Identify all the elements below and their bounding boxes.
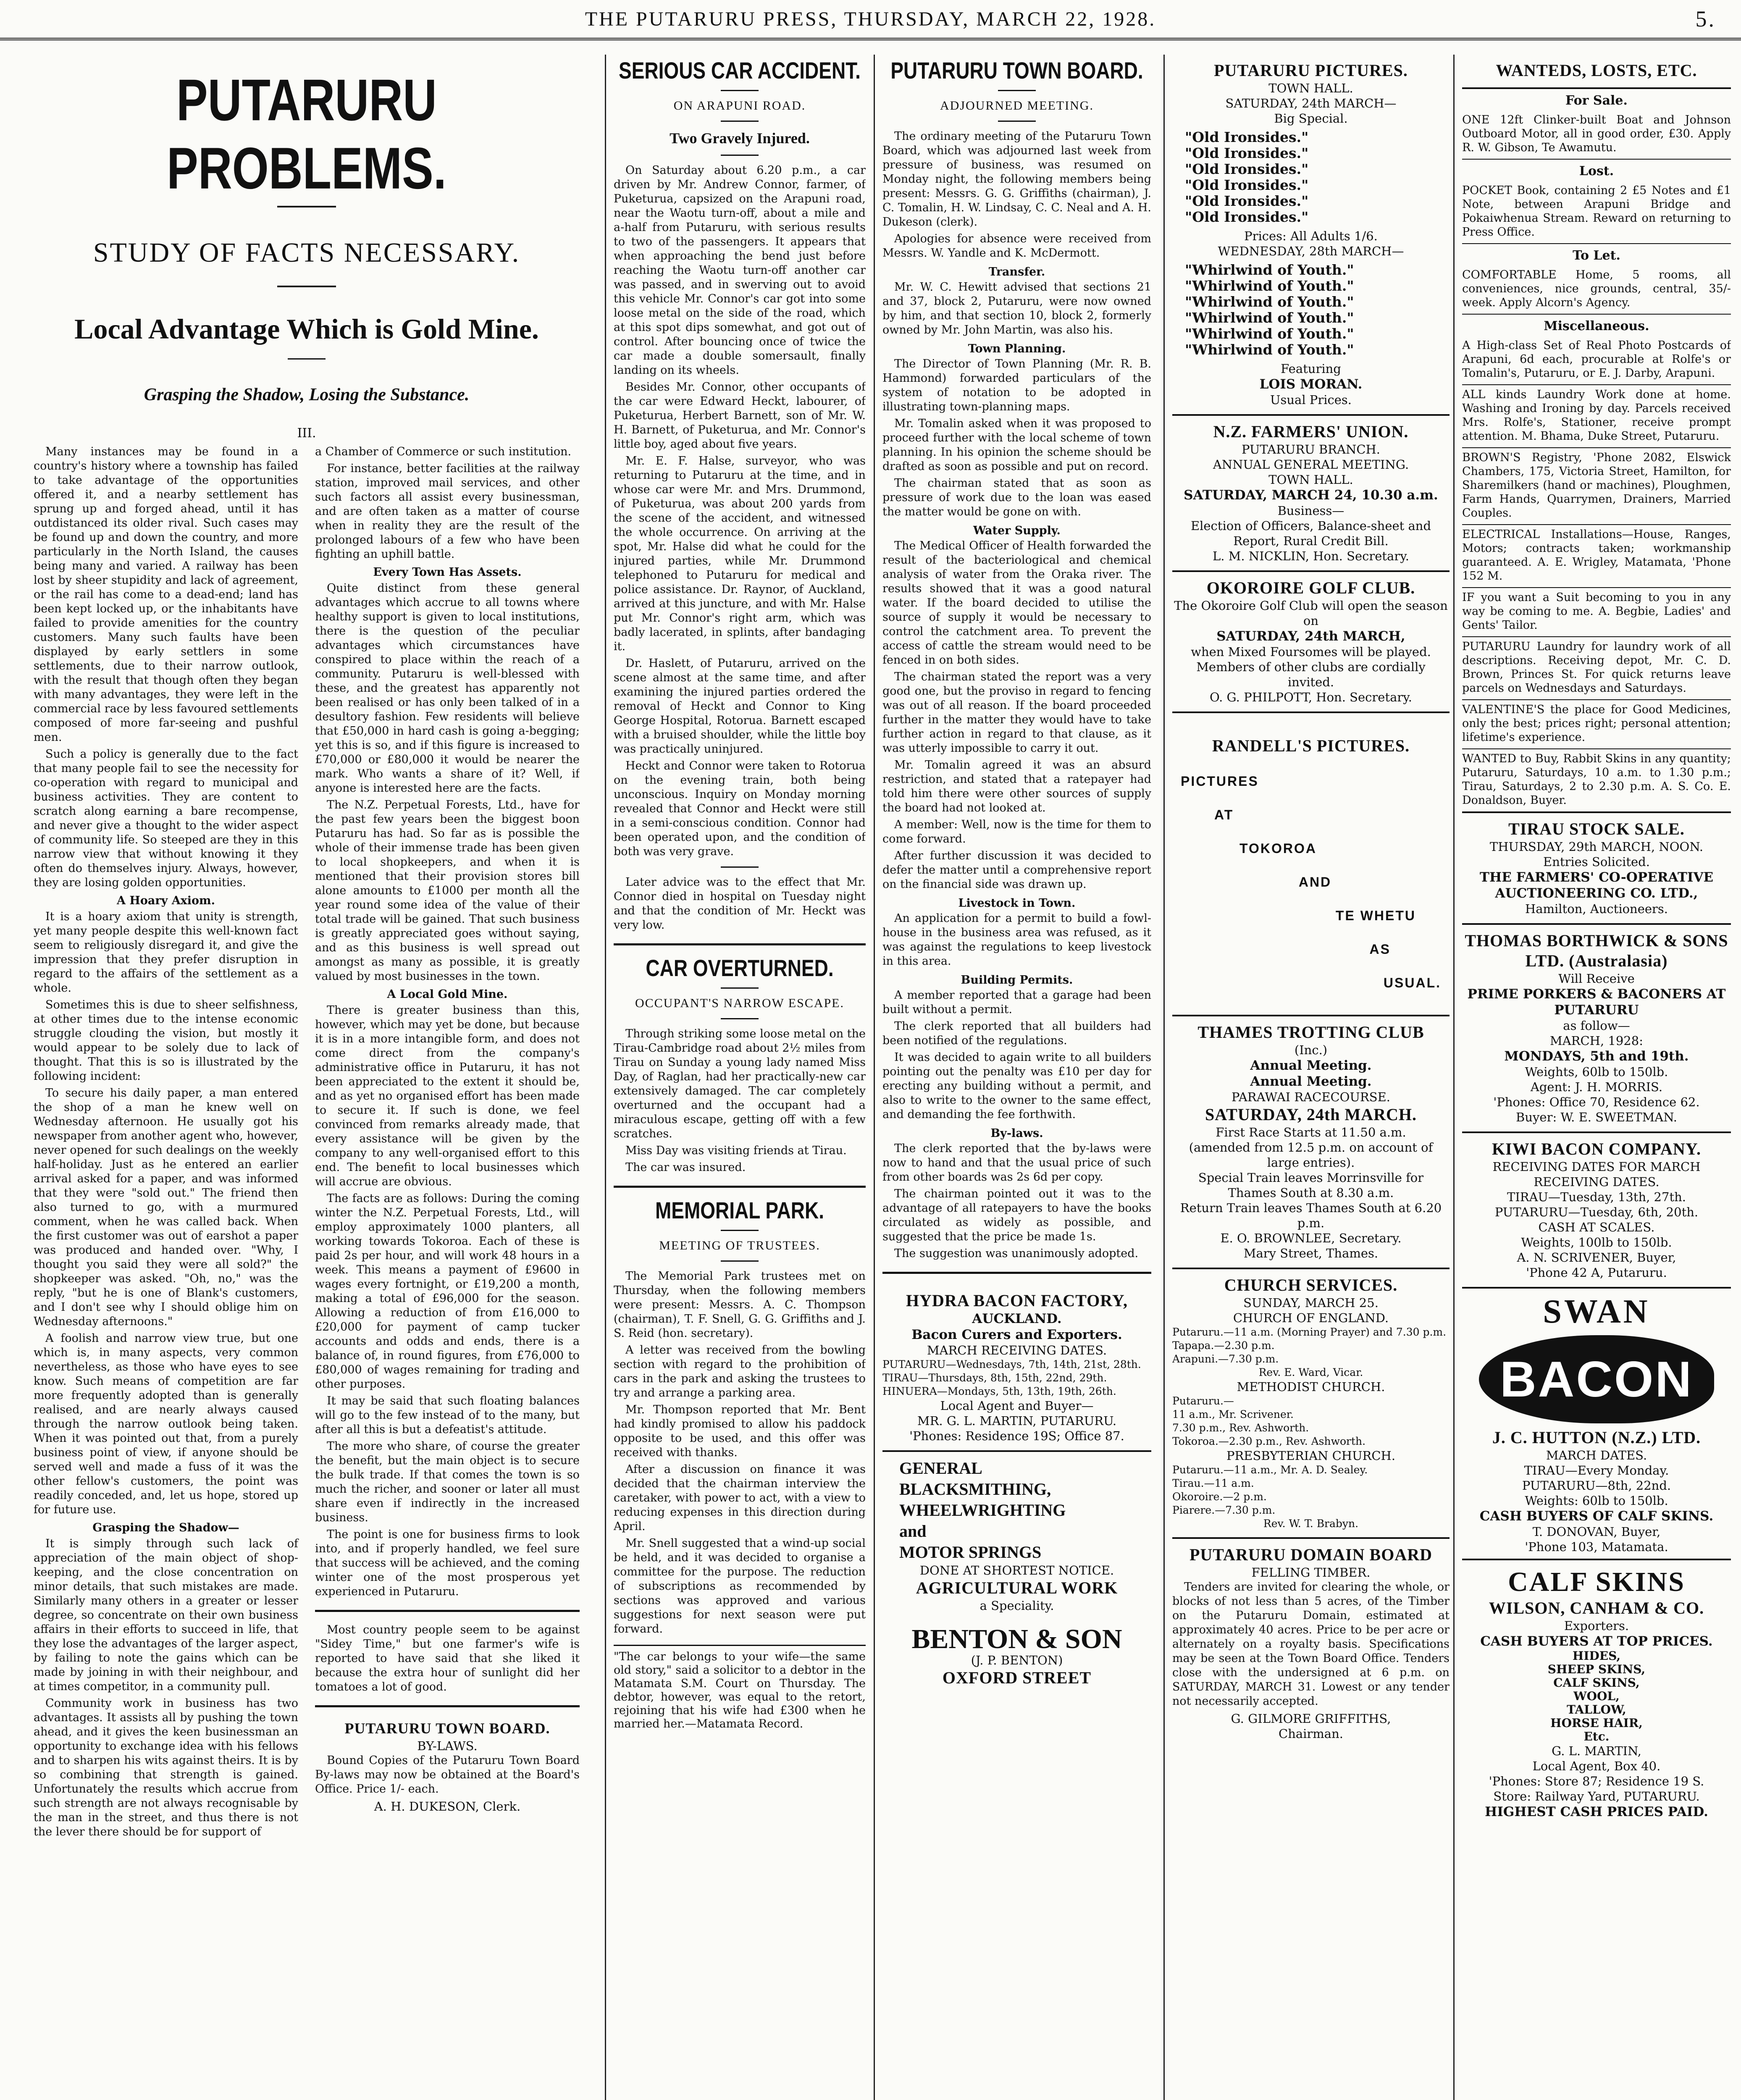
paragraph: Such a policy is generally due to the fact that many people fail to see the necessity for co-operation with regard to municipal and business activities. They are content to scratch along earning a bare recompense, and never give a thought to the wider aspect of community life. So steeped are they in this narrow view that without knowing it they often do themselves injury. Always, however, they are losing golden opportunities. (34, 748, 298, 889)
borthwick-title: THOMAS BORTHWICK & SONS LTD. (Australasia) (1465, 931, 1728, 970)
benton-ad (882, 1452, 1151, 1695)
pictures-special: Big Special. (1274, 111, 1348, 126)
classified-item: A High-class Set of Real Photo Postcards of Arapuni, 6d each, procurable at Rolfe's or Tomalin's, Putaruru, or E. J. Darby, Arapuni. (1462, 336, 1731, 385)
golf-line: The Okoroire Golf Club will open the season on (1174, 598, 1448, 628)
swan-line: CASH BUYERS OF CALF SKINS. (1479, 1509, 1714, 1524)
lead-deck: Local Advantage Which is Gold Mine. (74, 313, 539, 345)
classified-item: IF you want a Suit becoming to you in any way be coming to me. A. Begbie, Ladies' and Gents' Tailor. (1462, 588, 1731, 637)
hydra-ad (882, 1285, 1151, 1452)
church-line: Okoroire.—2 p.m. (1172, 1491, 1267, 1503)
film-title: "Old Ironsides." (1185, 145, 1309, 161)
section-subhead: Transfer. (988, 265, 1045, 278)
paragraph: Heckt and Connor were taken to Rotorua on the evening train, both being unconscious. Inquiry on Monday morning revealed that Connor and Heckt were still in a semi-conscious condition. Connor had been operated upon, and the condition of both was very grave. (614, 759, 866, 858)
bacon-logo-text: BACON (1500, 1351, 1693, 1407)
bylaws-body: Bound Copies of the Putaruru Town Board By-laws may now be obtained at the Board's Office. Price 1/- each. (315, 1754, 580, 1796)
trotting-amend: (amended from 12.5 p.m. on account of large entries). (1189, 1140, 1433, 1170)
film-list (1185, 129, 1450, 225)
paragraph: The more who share, of course the greater the benefit, but the main object is to secure the bulk trade. If that comes the town is so much the richer, and sooner or later all must share even if indirectly in the increased business. (315, 1440, 580, 1524)
benton-line: MOTOR SPRINGS (899, 1543, 1042, 1562)
church-line: Rev. W. T. Brabyn. (1263, 1517, 1359, 1530)
farmers-when: SATURDAY, MARCH 24, 10.30 a.m. (1184, 488, 1438, 503)
borthwick-line: Buyer: W. E. SWEETMAN. (1516, 1110, 1677, 1124)
classified-section: Lost. (1579, 164, 1614, 178)
trotting-train: Return Train leaves Thames South at 6.20 p.m. (1180, 1201, 1442, 1230)
column-notices (1163, 55, 1450, 2100)
paragraph: Quite distinct from these general advantages which accrue to all towns where healthy support is given to local institutions, there is the question of the peculiar advantages which circumstances have conspired to place within the reach of a community. Putaruru is well-blessed with these, and the greatest has apparently not been realised or has only been talked of in a desultory fashion. Few residents will believe that £50,000 in hard cash is going a-begging; yet this is so, and if this figure is increased to £70,000 or £80,000 it would be nearer the mark. Who wants a share of it? Well, if anyone is interested here are the facts. (315, 582, 580, 795)
borthwick-ad (1462, 925, 1731, 1133)
randell-word: TOKOROA (1239, 841, 1317, 856)
swan-line: 'Phone 103, Matamata. (1525, 1540, 1668, 1554)
kiwi-line: TIRAU—Tuesday, 13th, 27th. (1507, 1190, 1686, 1204)
film-title: "Whirlwind of Youth." (1185, 278, 1354, 294)
stock-role: Hamilton, Auctioneers. (1525, 902, 1668, 916)
lead-column-right (315, 445, 580, 1842)
borthwick-line: PRIME PORKERS & BACONERS AT PUTARURU (1467, 987, 1726, 1018)
paragraph: Mr. E. F. Halse, surveyor, who was returning to Putaruru at the time, and in whose car were Mr. and Mrs. Drummond, of Puketurua, was about 200 yards from the scene of the accident, and witnessed the whole occurrence. On arriving at the spot, Mr. Halse did what he could for the injured parties, while Mr. Drummond telephoned to Putaruru for medical and police assistance. Dr. Raynor, of Auckland, arrived at this juncture, and with Mr. Halse put Mr. Connor's right arm, which was badly lacerated, in splints, after bandaging it. (614, 454, 866, 653)
domain-body: Tenders are invited for clearing the whole, or blocks of not less than 5 acres, of the Timber on the Putaruru Domain, estimated at approximately 40 acres. Price to be per acre or alternately on a royalty basis. Specifications may be seen at the Town Board Office. Tenders close with the undersigned at 6 p.m. on SATURDAY, MARCH 31. Lowest or any tender not necessarily accepted. (1172, 1580, 1450, 1708)
borthwick-line: 'Phones: Office 70, Residence 62. (1493, 1095, 1700, 1109)
paragraph: It is simply through such lack of appreciation of the main object of shop-keeping, and the close concentration on minor details, that such mistakes are made. Similarly many others in a greater or lesser degree, so concentrate on their own business affairs in their efforts to succeed in life, that they lose the advantages of the larger aspect, by failing to note the gains which can be made by joining in with their neighbour, and at times competitor, in a community pull. (34, 1537, 298, 1693)
paragraph: It was decided to again write to all builders pointing out the penalty was £10 per day for erecting any building without a permit, and also to write to the owner to the same effect, and demanding the fee forthwith. (882, 1051, 1151, 1121)
benton-street: OXFORD STREET (942, 1668, 1092, 1687)
classified-section: To Let. (1573, 248, 1620, 263)
golf-sign: O. G. PHILPOTT, Hon. Secretary. (1210, 690, 1412, 704)
paragraph: The ordinary meeting of the Putaruru Town Board, which was adjourned last week from pressure of business, was resumed on Monday night, the following members being present: Messrs. G. G. Griffiths (chairman), J. C. Tomalin, H. W. Lindsay, C. C. Neal and A. H. Dukeson (clerk). (882, 130, 1151, 228)
benton-line: GENERAL (899, 1459, 982, 1478)
section-subhead: Water Supply. (973, 524, 1061, 537)
church-line: Putaruru.— (1172, 1395, 1234, 1407)
classifieds-title: WANTEDS, LOSTS, ETC. (1496, 61, 1697, 80)
domain-title: PUTARURU DOMAIN BOARD (1189, 1545, 1432, 1564)
church-line: 7.30 p.m., Rev. Ashworth. (1172, 1422, 1309, 1434)
paragraph: It may be said that such floating balances will go to the few instead of to the many, but after all this is but a defeatist's attitude. (315, 1394, 580, 1436)
church-line: Rev. E. Ward, Vicar. (1258, 1366, 1363, 1378)
film-title: "Old Ironsides." (1185, 129, 1309, 145)
trotting-title: THAMES TROTTING CLUB (1197, 1023, 1424, 1042)
paragraph: The facts are as follows: During the coming winter the N.Z. Perpetual Forests, Ltd., will employ approximately 1000 planters, all working towards Tokoroa. Each of these is paid 2s per hour, and will work 48 hours in a week. This means a payment of £9600 in wages every fortnight, or £19,200 a month, making a total of £96,000 for the season. Allowing a reduction of from £16,000 to £20,000 for payment of camp tucker accounts and odds and ends, there is a balance of, in round figures, from £76,000 to £80,000 of wages remaining for trading and other purposes. (315, 1192, 580, 1391)
overturned-headline: CAR OVERTURNED. (646, 955, 834, 982)
film-title: "Whirlwind of Youth." (1185, 341, 1354, 358)
paragraph: Mr. Tomalin asked when it was proposed to proceed further with the local scheme of town planning. In his opinion the scheme should be drafted as soon as possible and put on record. (882, 417, 1151, 473)
trotting-sign: E. O. BROWNLEE, Secretary. (1220, 1231, 1402, 1245)
paragraph: Many instances may be found in a country's history where a township has failed to take advantage of the opportunities offered it, and a nearby settlement has sprung up and forged ahead, until it has outdistanced its older rival. Such cases may be found up and down the country, and more particularly in the North Island, the causes being many and varied. A railway has been lost by sheer stupidity and lack of agreement, or the rail has come to a dead-end; land has been kept locked up, or the inhabitants have failed to provide amenities for the country customers. Many such faults have been displayed by early settlers in some settlements, due to their narrow outlook, with the result that though often they began with many advantages, they were left in the commercial race by less favoured settlements composed of more far-seeing and pushful men. (34, 445, 298, 744)
section-subhead: Every Town Has Assets. (373, 566, 522, 579)
divider (288, 358, 326, 360)
benton-speciality: a Speciality. (979, 1599, 1054, 1613)
masthead (0, 0, 1741, 40)
section-subhead: By-laws. (990, 1127, 1043, 1140)
benton-services (882, 1458, 1151, 1563)
church-denomination: CHURCH OF ENGLAND. (1233, 1311, 1389, 1325)
paragraph: A member: Well, now is the time for them to come forward. (882, 818, 1151, 845)
randell-word: TE WHETU (1335, 908, 1416, 923)
benton-owner: (J. P. BENTON) (971, 1653, 1063, 1667)
film-title: "Whirlwind of Youth." (1185, 326, 1354, 342)
golf-ad (1172, 572, 1450, 713)
domain-role: Chairman. (1279, 1727, 1343, 1741)
classified-item: ELECTRICAL Installations—House, Ranges, Motors; contracts taken; workmanship guaranteed. A. E. Wrigley, Matamata, 'Phone 152 M. (1462, 525, 1731, 588)
classified-section: Miscellaneous. (1544, 319, 1649, 333)
farmers-items: Election of Officers, Balance-sheet and Report, Rural Credit Bill. (1190, 519, 1431, 548)
swan-line: Weights: 60lb to 150lb. (1525, 1494, 1668, 1508)
accident-headline: SERIOUS CAR ACCIDENT. (619, 57, 861, 84)
divider (277, 206, 336, 207)
park-sub: MEETING OF TRUSTEES. (659, 1239, 820, 1252)
hydra-title: HYDRA BACON FACTORY, (906, 1291, 1128, 1310)
randell-word: AS (1369, 942, 1391, 957)
pictures-featuring: Featuring (1281, 362, 1341, 376)
church-line: Tokoroa.—2.30 p.m., Rev. Ashworth. (1172, 1435, 1366, 1447)
paragraph: There is greater business than this, however, which may yet be done, but because it is in a more intangible form, and does not come direct from the company's administrative office in Putaruru, it has not been appreciated to the extent it should be, and as yet no organised effort has been made to secure it. If such is done, we feel convinced from remarks already made, that every assistance will be given by the company to any well-organised effort to this end. The benefit to local businesses which will accrue are obvious. (315, 1004, 580, 1188)
kiwi-line: Weights, 100lb to 150lb. (1521, 1235, 1672, 1250)
divider (721, 866, 759, 868)
divider (315, 1610, 580, 1612)
hydra-dates-head: MARCH RECEIVING DATES. (927, 1343, 1107, 1357)
trotting-addr: Mary Street, Thames. (1243, 1246, 1379, 1260)
church-denomination: PRESBYTERIAN CHURCH. (1226, 1449, 1396, 1463)
divider (721, 1260, 759, 1262)
classified-section: For Sale. (1565, 93, 1628, 108)
trotting-meeting: Annual Meeting. (1250, 1074, 1372, 1089)
stock-company: THE FARMERS' CO-OPERATIVE AUCTIONEERING CO. LTD., (1479, 870, 1714, 901)
borthwick-line: as follow— (1563, 1018, 1630, 1033)
pictures-prices: Prices: All Adults 1/6. (1244, 229, 1378, 243)
golf-line: Members of other clubs are cordially invited. (1196, 660, 1426, 689)
church-denomination: METHODIST CHURCH. (1237, 1380, 1385, 1394)
paragraph: The N.Z. Perpetual Forests, Ltd., have for the past few years been the biggest boon Putaruru has had. So far as is possible the whole of their immense trade has been given to local shopkeepers, and when it is mentioned that their provision stores bill alone amounts to £1000 per month all the year round some idea of the value of their total trade will be gained. That such business is greatly appreciated goes without saying, and as this business is well spread out amongst as many as possible, it is greatly valued by most businesses in the town. (315, 798, 580, 983)
filler-paragraph: Most country people seem to be against "Sidey Time," but one farmer's wife is reported to have said that she liked it because the extra hour of sunlight did her tomatoes a lot of good. (315, 1623, 580, 1693)
divider (882, 1272, 1151, 1274)
calf-line: Local Agent, Box 40. (1532, 1759, 1661, 1773)
paragraph: The suggestion was unanimously adopted. (894, 1247, 1139, 1260)
calf-item: HORSE HAIR, (1550, 1716, 1643, 1730)
church-ad (1172, 1269, 1450, 1539)
kiwi-line: A. N. SCRIVENER, Buyer, (1517, 1250, 1676, 1265)
calf-line: Store: Railway Yard, PUTARURU. (1493, 1789, 1700, 1803)
bylaws-title: PUTARURU TOWN BOARD. (344, 1720, 550, 1737)
church-line: Tirau.—11 a.m. (1172, 1477, 1254, 1489)
hydra-phones: 'Phones: Residence 19S; Office 87. (909, 1429, 1124, 1443)
paragraph: It is a hoary axiom that unity is strength, yet many people despite this well-known fact seem to religiously disregard it, and give the impression that they prefer disruption in regard to the affairs of the settlement as a whole. (34, 910, 298, 995)
park-headline: MEMORIAL PARK. (655, 1197, 825, 1224)
trotting-date: SATURDAY, 24th MARCH. (1205, 1105, 1417, 1124)
borthwick-line: MARCH, 1928: (1550, 1034, 1643, 1048)
domain-sign: G. GILMORE GRIFFITHS, (1231, 1712, 1391, 1726)
pictures-date: WEDNESDAY, 28th MARCH— (1218, 244, 1404, 258)
kiwi-line: CASH AT SCALES. (1538, 1220, 1655, 1234)
section-subhead: A Hoary Axiom. (117, 894, 215, 907)
paragraph: To secure his daily paper, a man entered the shop of a man he knew well on Wednesday afternoon. He usually got his newspaper from another agent who, however, never opened for such dealings on the weekly half-holiday. Just as he entered an earlier arrival asked for a paper, and was informed that they were "sold out." The friend then also turned to go, with a murmured comment, when he was called back. When the first customer was out of earshot a paper was produced and handed over. "Why, I thought you said they were all sold?" the shopkeeper was asked. "Oh, no," was the reply, "but he is one of Blank's customers, and I don't see why I should oblige him on Wednesday afternoons." (34, 1087, 298, 1328)
accident-deck: Two Gravely Injured. (670, 130, 810, 147)
borthwick-line: Will Receive (1558, 971, 1635, 986)
column-town-board (874, 55, 1151, 2100)
divider (721, 987, 759, 989)
church-date: SUNDAY, MARCH 25. (1243, 1296, 1379, 1310)
pictures-venue: TOWN HALL. (1268, 81, 1353, 95)
hydra-sub: Bacon Curers and Exporters. (911, 1327, 1122, 1342)
randell-word: PICTURES (1181, 774, 1259, 789)
stock-date: THURSDAY, 29th MARCH, NOON. (1489, 840, 1704, 854)
swan-line: PUTARURU—8th, 22nd. (1522, 1478, 1671, 1493)
lead-tagline: Grasping the Shadow, Losing the Substance. (144, 385, 470, 404)
golf-title: OKOROIRE GOLF CLUB. (1206, 578, 1415, 597)
calf-item: TALLOW, (1567, 1703, 1626, 1717)
swan-logo-text: SWAN (1543, 1293, 1650, 1330)
masthead-title: THE PUTARURU PRESS, THURSDAY, MARCH 22, 1928. (585, 8, 1156, 30)
calf-item: Etc. (1583, 1730, 1610, 1743)
paragraph: Sometimes this is due to sheer selfishness, at other times due to the intense economic struggle clouding the vision, but mostly it would appear to be solely due to lack of thought. That this is so is illustrated by the following incident: (34, 998, 298, 1083)
randell-word: AT (1214, 807, 1234, 822)
debtor-quote: "The car belongs to your wife—the same old story," said a solicitor to a debtor in the Matamata S.M. Court on Thursday. The debtor, however, was equal to the retort, rejoining that his wife had £300 when he married her.—Matamata Record. (614, 1645, 866, 1731)
borthwick-line: Weights, 60lb to 150lb. (1525, 1065, 1668, 1079)
paragraph: An application for a permit to build a fowl-house in the business area was refused, as it was against the regulations to keep livestock in this area. (882, 912, 1151, 968)
hydra-agent: Local Agent and Buyer— (940, 1399, 1094, 1413)
swan-line: TIRAU—Every Monday. (1524, 1463, 1669, 1478)
benton-agricultural: AGRICULTURAL WORK (916, 1578, 1118, 1597)
classified-item: VALENTINE'S the place for Good Medicines, only the best; prices right; personal attention; lifetime's experience. (1462, 700, 1731, 749)
calf-line: Exporters. (1564, 1619, 1629, 1633)
benton-notice: DONE AT SHORTEST NOTICE. (919, 1563, 1114, 1578)
hydra-place: AUCKLAND. (972, 1311, 1062, 1326)
lead-subhead: STUDY OF FACTS NECESSARY. (93, 237, 520, 268)
calf-item: CALF SKINS, (1553, 1676, 1640, 1690)
bylaws-sign: A. H. DUKESON, Clerk. (374, 1799, 521, 1814)
column-classifieds (1453, 55, 1731, 2100)
swan-company: J. C. HUTTON (N.Z.) LTD. (1492, 1428, 1701, 1447)
page-number: 5. (1695, 6, 1716, 32)
stock-title: TIRAU STOCK SALE. (1508, 819, 1685, 838)
benton-name: BENTON & SON (911, 1624, 1122, 1654)
calf-line: G. L. MARTIN, (1552, 1744, 1641, 1758)
borthwick-line: MONDAYS, 5th and 19th. (1504, 1049, 1689, 1064)
paragraph: A member reported that a garage had been built without a permit. (882, 989, 1151, 1016)
paragraph: a Chamber of Commerce or such institution. (315, 445, 572, 458)
paragraph: For instance, better facilities at the railway station, improved mail services, and other such factors all assist every businessman, and are often taken as a matter of course when in reality they are the result of the prolonged labours of a few who have been fighting an uphill battle. (315, 462, 580, 561)
classified-item: BROWN'S Registry, 'Phone 2082, Elswick Chambers, 175, Victoria Street, Hamilton, for Sharemilkers (hand or machines), Ploughmen, Farm Hands, Quarrymen, Drainers, Married Couples. (1462, 448, 1731, 525)
paragraph: Besides Mr. Connor, other occupants of the car were Edward Heckt, labourer, of Puketurua, Herbert Barnett, son of Mr. W. H. Barnett, of Puketurua, and Mr. Connor's little boy, aged about five years. (614, 381, 866, 451)
paragraph: Mr. Snell suggested that a wind-up social be held, and it was decided to organise a committee for the purpose. The reduction of subscriptions as recommended by sections was approved and various suggestions for next season were put forward. (614, 1537, 866, 1635)
kiwi-ad (1462, 1133, 1731, 1289)
swan-bacon-ad (1462, 1289, 1731, 1560)
kiwi-line: RECEIVING DATES FOR MARCH RECEIVING DATES. (1492, 1160, 1701, 1189)
farmers-ad (1172, 416, 1450, 572)
divider (721, 1230, 759, 1231)
pictures-star: LOIS MORAN. (1259, 377, 1363, 392)
hydra-agent-name: MR. G. L. MARTIN, PUTARURU. (917, 1414, 1117, 1428)
calf-item: HIDES, (1572, 1649, 1621, 1663)
trotting-course: PARAWAI RACECOURSE. (1231, 1090, 1390, 1104)
paragraph: A letter was received from the bowling section with regard to the prohibition of cars in the park and asking the trustees to try and arrange a parking area. (614, 1344, 866, 1399)
section-subhead: Livestock in Town. (958, 897, 1076, 910)
pictures-ad (1172, 55, 1450, 416)
calf-title: CALF SKINS (1508, 1567, 1685, 1597)
paragraph: Through striking some loose metal on the Tirau-Cambridge road about 2½ miles from Tirau on Sunday a young lady named Miss Day, of Raglan, had her practically-new car extensively damaged. The car completely overturned and the occupant had a miraculous escape, getting off with a few scratches. (614, 1027, 866, 1140)
trotting-meeting: Annual Meeting. (1250, 1058, 1372, 1073)
film-title: "Whirlwind of Youth." (1185, 294, 1354, 310)
farmers-venue: TOWN HALL. (1268, 472, 1353, 487)
film-title: "Old Ironsides." (1185, 193, 1309, 209)
church-line: Putaruru.—11 a.m. (Morning Prayer) and 7.30 p.m. (1172, 1326, 1447, 1338)
bylaws-notice (315, 1718, 580, 1814)
domain-ad (1172, 1539, 1450, 1748)
film-title: "Old Ironsides." (1185, 161, 1309, 177)
townboard-headline: PUTARURU TOWN BOARD. (890, 57, 1143, 84)
paragraph: Community work in business has two advantages. It assists all by pushing the town ahead, and it gives the keen businessman an opportunity to exchange idea with his fellows and to sharpen his wits against theirs. It is by so combining that strength is gained. Unfortunately the results which accrue from such strength are not always recognisable by the man in the street, and thus there is not the lever there should be for support of (34, 1697, 298, 1838)
film-title: "Whirlwind of Youth." (1185, 262, 1354, 278)
paragraph: After further discussion it was decided to defer the matter until a comprehensive report on the financial side was drawn up. (882, 849, 1151, 891)
pictures-title: PUTARURU PICTURES. (1214, 61, 1408, 80)
film-list (1185, 262, 1450, 358)
swan-line: T. DONOVAN, Buyer, (1532, 1525, 1661, 1539)
church-title: CHURCH SERVICES. (1224, 1276, 1398, 1294)
kiwi-line: 'Phone 42 A, Putaruru. (1526, 1265, 1667, 1280)
paragraph: Later advice was to the effect that Mr. Connor died in hospital on Tuesday night and that the condition of Mr. Heckt was very low. (614, 876, 866, 932)
overturned-sub: OCCUPANT'S NARROW ESCAPE. (635, 996, 844, 1010)
benton-line: BLACKSMITHING, (899, 1480, 1051, 1499)
paragraph: Miss Day was visiting friends at Tirau. (625, 1144, 847, 1157)
classified-item: ALL kinds Laundry Work done at home. Washing and Ironing by day. Parcels received Mrs. Rolfe's, Stationer, receive prompt attention. M. Bhama, Duke Street, Putaruru. (1462, 385, 1731, 448)
lead-headline: PUTARURU PROBLEMS. (167, 67, 446, 201)
paragraph: Dr. Haslett, of Putaruru, arrived on the scene almost at the same time, and after examining the injured parties ordered the removal of Heckt and Connor to King George Hospital, Rotorua. Barnett escaped with a bruised shoulder, while the little boy was practically uninjured. (614, 657, 866, 756)
divider (721, 121, 759, 122)
part-number: III. (297, 426, 316, 441)
pig-logo-icon (1479, 1335, 1714, 1423)
film-title: "Old Ironsides." (1185, 209, 1309, 225)
column-accidents (605, 55, 866, 2100)
bylaws-sub: BY-LAWS. (417, 1739, 478, 1753)
calf-item: WOOL, (1573, 1689, 1620, 1703)
divider (315, 1705, 580, 1707)
paragraph: A foolish and narrow view true, but one which is, in many aspects, very common nevertheless, as those who have eyes to see know. Such means of competition are far more frequently adopted than is generally realised, and are nearly always caused through the narrow outlook being taken. When it was pointed out that, from a purely business point of view, if anyone should be served well and made a fuss of it was the other fellow's customers, the point was readily conceded, and, let us hope, stored up for future use. (34, 1332, 298, 1516)
paragraph: The chairman stated that as soon as pressure of work due to the loan was eased the matter would be gone on with. (882, 477, 1151, 518)
randell-title: RANDELL'S PICTURES. (1212, 736, 1410, 755)
accident-sub: ON ARAPUNI ROAD. (673, 99, 806, 113)
divider (614, 943, 866, 945)
divider (721, 155, 759, 156)
domain-sub: FELLING TIMBER. (1251, 1565, 1371, 1580)
section-subhead: A Local Gold Mine. (387, 988, 508, 1001)
paragraph: Mr. Tomalin agreed it was an absurd restriction, and stated that a ratepayer had told him there were other sources of supply the board had not looked at. (882, 759, 1151, 814)
farmers-title: N.Z. FARMERS' UNION. (1213, 422, 1409, 441)
lead-column-left (34, 445, 298, 1842)
paragraph: Apologies for absence were received from Messrs. W. Yandle and K. McDermott. (882, 232, 1151, 260)
farmers-meeting: ANNUAL GENERAL MEETING. (1213, 457, 1409, 472)
church-line: Arapuni.—7.30 p.m. (1172, 1353, 1279, 1365)
film-title: "Old Ironsides." (1185, 177, 1309, 193)
section-subhead: Grasping the Shadow— (92, 1521, 239, 1534)
trotting-start: First Race Starts at 11.50 a.m. (1216, 1125, 1406, 1139)
paragraph: After a discussion on finance it was decided that the chairman interview the caretaker, with power to act, with a view to reducing expenses in this direction during April. (614, 1463, 866, 1533)
paragraph: The clerk reported that the by-laws were now to hand and that the usual price of such from other boards was 2s 6d per copy. (882, 1142, 1151, 1184)
church-line: Tapapa.—2.30 p.m. (1172, 1339, 1275, 1352)
benton-line: WHEELWRIGHTING (899, 1501, 1066, 1520)
randell-ad (1172, 713, 1450, 1016)
hydra-date: PUTARURU—Wednesdays, 7th, 14th, 21st, 28th. (882, 1358, 1141, 1370)
swan-line: MARCH DATES. (1546, 1448, 1647, 1462)
lead-body (34, 445, 580, 1842)
hydra-date: HINUERA—Mondays, 5th, 13th, 19th, 26th. (882, 1385, 1116, 1397)
divider (614, 1186, 866, 1188)
calf-items (1462, 1649, 1731, 1743)
paragraph: On Saturday about 6.20 p.m., a car driven by Mr. Andrew Connor, farmer, of Puketurua, capsized on the Arapuni road, near the Waotu turn-off, about a mile and a-half from Putaruru, with serious results to two of the passengers. It appears that when approaching the bend just before reaching the Waotu turn-off another car was passed, and in swerving out to avoid this vehicle Mr. Connor's car got into some loose metal on the side of the road, which at this spot dips somewhat, and got out of control. After bouncing once of twice the car made a double somersault, finally landing on its wheels. (614, 164, 866, 377)
hydra-date: TIRAU—Thursdays, 8th, 15th, 22nd, 29th. (882, 1372, 1107, 1384)
paragraph: Mr. Thompson reported that Mr. Bent had kindly promised to allow his paddock opposite to be used, and this offer was received with thanks. (614, 1403, 866, 1459)
divider (277, 286, 336, 287)
trotting-ad (1172, 1016, 1450, 1269)
randell-word: AND (1298, 874, 1332, 890)
classified-item: PUTARURU Laundry for laundry work of all descriptions. Receiving depot, Mr. C. D. Brown, Princes St. For quick returns leave parcels on Wednesdays and Saturdays. (1462, 637, 1731, 700)
golf-line: when Mixed Foursomes will be played. (1191, 645, 1431, 659)
divider (998, 90, 1036, 91)
calf-line: HIGHEST CASH PRICES PAID. (1485, 1804, 1708, 1819)
randell-body (1172, 756, 1450, 1008)
paragraph: The chairman stated the report was a very good one, but the proviso in regard to fencing was out of all reason. If the board proceeded further in the matter they would have to take further action in regard to that clause, as it was utterly impossible to carry it out. (882, 670, 1151, 755)
calf-line: CASH BUYERS AT TOP PRICES. (1480, 1634, 1713, 1649)
randell-word: USUAL. (1383, 975, 1441, 990)
townboard-sub: ADJOURNED MEETING. (940, 99, 1094, 113)
pictures-date: SATURDAY, 24th MARCH— (1225, 96, 1397, 110)
classified-item: POCKET Book, containing 2 £5 Notes and £1 Note, between Arapuni Bridge and Pokaiwhenua Stream. Reward on returning to Press Office. (1462, 181, 1731, 244)
farmers-branch: PUTARURU BRANCH. (1241, 442, 1381, 457)
farmers-business: Business— (1277, 504, 1344, 518)
paragraph: The Director of Town Planning (Mr. R. B. Hammond) forwarded particulars of the system of notation to be adopted in illustrating town-planning maps. (882, 357, 1151, 413)
paragraph: Mr. W. C. Hewitt advised that sections 21 and 37, block 2, Putaruru, were now owned by him, and that section 10, block 2, formerly owned by Mr. John Martin, was also his. (882, 281, 1151, 336)
classifieds-header (1462, 55, 1731, 89)
kiwi-title: KIWI BACON COMPANY. (1492, 1139, 1701, 1158)
paragraph: The Medical Officer of Health forwarded the result of the bacteriological and chemical analysis of water from the Oraka river. The results showed that it was a good natural water. If the board decided to utilise the source of supply it would be necessary to control the catchment area. To prevent the access of cattle the stream would need to be fenced in on both sides. (882, 539, 1151, 667)
borthwick-line: Agent: J. H. MORRIS. (1530, 1080, 1663, 1094)
trotting-train: Special Train leaves Morrinsville for Thames South at 8.30 a.m. (1198, 1171, 1424, 1200)
paragraph: The Memorial Park trustees met on Thursday, when the following members were present: Messrs. A. C. Thompson (chairman), T. F. Snell, G. G. Griffiths and J. S. Reid (hon. secretary). (614, 1270, 866, 1340)
stock-entries: Entries Solicited. (1543, 855, 1650, 869)
paragraph: The point is one for business firms to look into, and if properly handled, we feel sure that success will be achieved, and the coming winter one of the most prosperous yet experienced in Putaruru. (315, 1528, 580, 1598)
trotting-inc: (Inc.) (1294, 1043, 1328, 1057)
classified-item: WANTED to Buy, Rabbit Skins in any quantity; Putaruru, Saturdays, 10 a.m. to 1.30 p.m.; Tirau, Saturdays, 2 to 2.30 p.m. A. S. Co. E. Donaldson, Buyer. (1462, 749, 1731, 813)
divider (721, 1018, 759, 1019)
paragraph: The clerk reported that all builders had been notified of the regulations. (882, 1020, 1151, 1047)
pictures-usual: Usual Prices. (1270, 393, 1352, 407)
church-line: 11 a.m., Mr. Scrivener. (1172, 1408, 1294, 1420)
stock-sale-ad (1462, 813, 1731, 925)
farmers-sign: L. M. NICKLIN, Hon. Secretary. (1213, 549, 1409, 563)
calf-item: SHEEP SKINS, (1547, 1662, 1646, 1676)
lead-article (34, 55, 580, 2100)
calf-skins-ad (1462, 1560, 1731, 1827)
section-subhead: Building Permits. (961, 974, 1073, 987)
divider (998, 121, 1036, 122)
church-line: Putaruru.—11 a.m., Mr. A. D. Sealey. (1172, 1464, 1368, 1476)
section-subhead: Town Planning. (968, 342, 1066, 355)
church-line: Piarere.—7.30 p.m. (1172, 1504, 1276, 1516)
golf-date: SATURDAY, 24th MARCH, (1216, 629, 1405, 644)
kiwi-line: PUTARURU—Tuesday, 6th, 20th. (1494, 1205, 1699, 1219)
classified-item: COMFORTABLE Home, 5 rooms, all conveniences, nice grounds, central, 35/- week. Apply Alcorn's Agency. (1462, 265, 1731, 315)
calf-line: 'Phones: Store 87; Residence 19 S. (1489, 1774, 1704, 1788)
film-title: "Whirlwind of Youth." (1185, 310, 1354, 326)
classified-item: ONE 12ft Clinker-built Boat and Johnson Outboard Motor, all in good order, £30. Apply R. W. Gibson, Te Awamutu. (1462, 110, 1731, 160)
divider (721, 90, 759, 91)
calf-company: WILSON, CANHAM & CO. (1489, 1599, 1704, 1617)
paragraph: The car was insured. (625, 1161, 746, 1174)
benton-line: and (899, 1522, 927, 1541)
paragraph: The chairman pointed out it was to the advantage of all ratepayers to have the books circulated as widely as possible, and suggested that the price be made 1s. (882, 1187, 1151, 1243)
